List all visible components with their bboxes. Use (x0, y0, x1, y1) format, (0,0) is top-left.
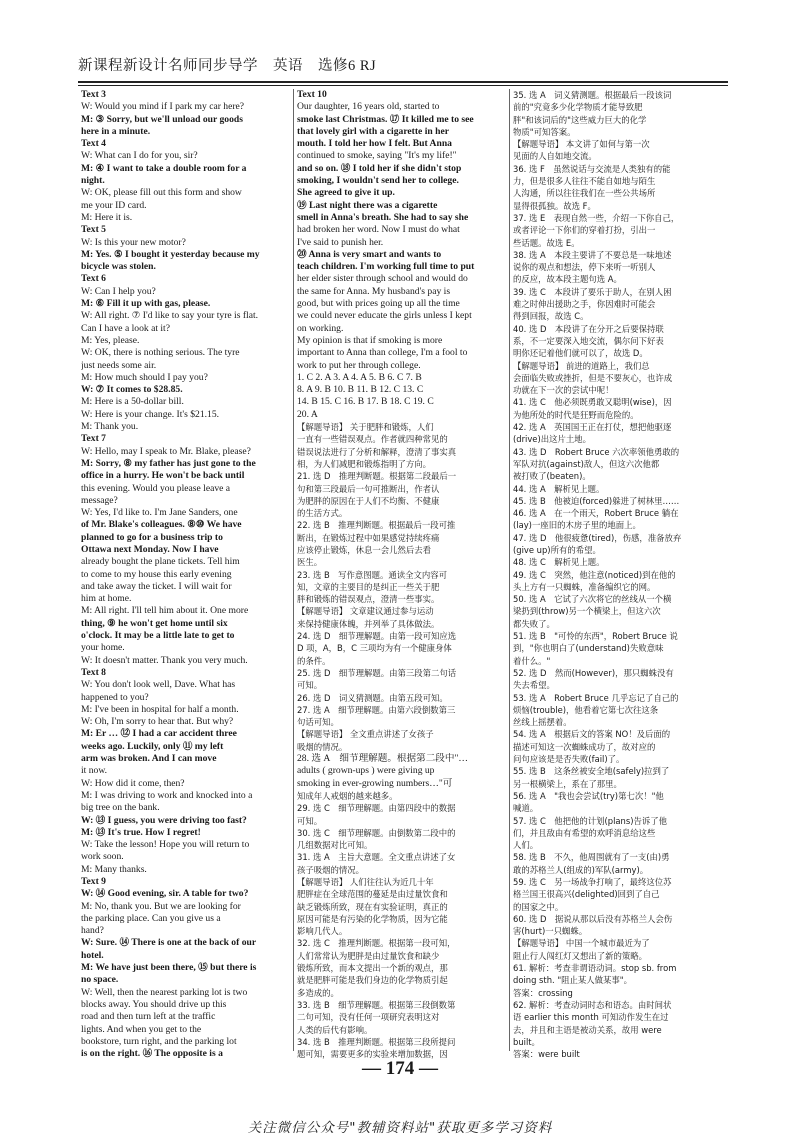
text-line: this evening. Would you please leave a (81, 482, 231, 494)
text-line: 答案：crossing (513, 987, 573, 998)
text-line: 描述可知这一次蜘蛛成功了，故对应的 (513, 741, 656, 752)
text-line: 【解题导语】 全文重点讲述了女孩子 (297, 729, 434, 740)
text-line: M: Er … ⑫ I had a car accident three (81, 728, 237, 740)
text-line: 的条件。 (297, 655, 331, 666)
text-line: W: Hello, may I speak to Mr. Blake, please? (81, 445, 251, 457)
text-line: 梁扔到(throw)另一个横梁上，但这六次 (513, 606, 661, 617)
text-line: 34. 选 B 推理判断题。根据第三段所提问 (297, 1036, 456, 1047)
text-line: W: ⑭ Good evening, sir. A table for two? (81, 888, 249, 900)
text-line: 23. 选 B 写作意图题。通读全文内容可 (297, 569, 448, 580)
right-column-answers (513, 89, 728, 1059)
text-line: her elder sister through school and would do (297, 273, 468, 285)
text-line: 孩子吸烟的情况。 (297, 864, 364, 875)
text-line: 26. 选 D 词义猜测题。由第五段可知。 (297, 692, 448, 703)
section-heading: Text 9 (81, 876, 106, 887)
text-line: W: Oh, I'm sorry to hear that. But why? (81, 716, 234, 728)
text-line: 22. 选 B 推理判断题。根据最后一段可推 (297, 520, 456, 531)
text-line: 明你还记着他们就可以了，故选 D。 (513, 348, 648, 359)
text-line: 24. 选 D 细节理解题。由第一段可知应选 (297, 631, 457, 642)
header-rule-thick (78, 81, 728, 83)
text-line: 前的"究竟多少化学物质才能导致肥 (513, 102, 643, 113)
text-line: W: How did it come, then? (81, 777, 185, 789)
text-line: arm was broken. And I can move (81, 753, 217, 765)
text-line: bookstore, turn right, and the parking lot (81, 1035, 237, 1047)
text-line: 59. 选 C 另一场战争打响了，最终这位苏 (513, 877, 672, 887)
text-line: 人沟通，所以往往我们在一些公共场所 (513, 188, 656, 199)
text-line: work soon. (81, 851, 124, 863)
text-line: of Mr. Blake's colleagues. ⑧⑩ We have (81, 519, 242, 531)
text-line: 可知。 (297, 680, 323, 691)
text-line: 语 earlier this month 可知动作发生在过 (513, 1012, 669, 1023)
text-line: 33. 选 B 细节理解题。根据第三段倒数第 (297, 999, 456, 1010)
text-line: 【解题导语】 前进的道路上，我们总 (513, 360, 650, 371)
text-line: W: Sure. ⑭ There is one at the back of our (81, 937, 257, 949)
text-line: 的反应，故本段主题句选 A。 (513, 274, 622, 285)
text-line: M: ④ I want to take a double room for a (81, 162, 247, 174)
text-line: 原因可能是有污染的化学物质，因为它能 (297, 913, 448, 924)
text-line: and take away the ticket. I will wait for (81, 580, 232, 592)
section-heading: Text 5 (81, 224, 106, 236)
text-line: 25. 选 D 细节理解题。由第三段第二句话 (297, 667, 457, 678)
text-line: My opinion is that if smoking is more (297, 334, 443, 346)
text-line: 失去希望。 (513, 680, 555, 691)
text-line: 着什么。" (513, 655, 551, 666)
text-line: W: All right. ⑦ I'd like to say your tyre is flat. (81, 310, 259, 322)
text-line: 得到回报，故选 C。 (513, 311, 589, 322)
text-line: the parking place. Can you give us a (81, 912, 221, 924)
text-line: 难之时伸出援助之手，你因难时可能会 (513, 299, 656, 310)
text-line: 阻止行人闯红灯又想出了新的策略。 (513, 950, 647, 961)
text-line: 多造成的。 (297, 987, 339, 998)
text-line: 62. 解析：考查动词时态和语态。由时间状 (513, 999, 672, 1010)
text-line: smoking, I wouldn't send her to college. (297, 175, 459, 187)
text-line: weeks ago. Luckily, only ⑪ my left (81, 740, 224, 752)
text-line: 断出，在锻炼过程中如果感觉持续疼痛 (297, 532, 440, 543)
text-line: 喊道。 (513, 803, 539, 814)
text-line: 说你的观点和想法，停下来听一听别人 (513, 262, 656, 273)
text-line: 44. 选 A 解析见上题。 (513, 483, 605, 494)
text-line: 医生。 (297, 557, 323, 568)
text-line: (drive)出这片土地。 (513, 434, 591, 445)
text-line: smoking in ever-growing numbers…"可 (297, 777, 453, 789)
text-line: 一直有一些错误观点。作者就四种常见的 (297, 434, 448, 445)
text-line: 55. 选 B 这条丝被安全地(safely)拉到了 (513, 766, 670, 777)
text-line: doing sth. "阻止某人做某事"。 (513, 975, 633, 986)
text-line: 42. 选 A 英国国王正在打仗，想把他驱逐 (513, 422, 672, 433)
text-line: 肥胖症在全球范围的蔓延是由过量饮食和 (297, 889, 448, 900)
text-line: 胖和锻炼的错误观点，澄清一些事实。 (297, 594, 440, 605)
text-line: just needs some air. (81, 359, 157, 371)
text-line: 37. 选 E 表现自然一些，介绍一下你自己， (513, 212, 680, 223)
text-line: 【解题导语】 文章建议通过参与运动 (297, 606, 434, 617)
column-divider (293, 89, 294, 1051)
text-line: W: ⑦ It comes to $28.85. (81, 384, 183, 396)
text-line: 20. A (297, 408, 318, 420)
text-line: that lovely girl with a cigarette in her (297, 125, 449, 137)
page-number: — 174 — (362, 1058, 438, 1079)
text-line: hotel. (81, 949, 104, 961)
text-line: no space. (81, 974, 119, 986)
text-line: 21. 选 D 推理判断题。根据第二段最后一 (297, 471, 457, 482)
text-line: 胖"和该词后的"这些威力巨大的化学 (513, 114, 647, 125)
section-heading: Text 6 (81, 273, 106, 285)
text-line: 都失败了。 (513, 618, 555, 629)
text-line: W: Would you mind if I park my car here? (81, 101, 245, 113)
text-line: 50. 选 A 它试了六次将它的丝线从一个横 (513, 594, 672, 605)
text-line: 丝线上摇摆着。 (513, 717, 572, 728)
text-line: good, but with prices going up all the time (297, 298, 460, 310)
text-line: big tree on the bank. (81, 802, 160, 814)
text-line: 敢的苏格兰人(组成的)军队(army)。 (513, 864, 649, 875)
section-heading: Text 3 (81, 89, 106, 100)
text-line: M: Yes. ⑤ I bought it yesterday because my (81, 248, 260, 260)
text-line: 答案：were built (513, 1049, 580, 1059)
text-line: 或者评论一下你们的穿着打扮，引出一 (513, 225, 656, 236)
text-line: 48. 选 C 解析见上题。 (513, 557, 605, 568)
text-line: W: You don't look well, Dave. What has (81, 679, 236, 691)
text-line: o'clock. It may be a little late to get to (81, 630, 235, 642)
text-line: the same for Anna. My husband's pay is (297, 285, 451, 297)
text-line: 害(hurt)一只蜘蛛。 (513, 926, 588, 937)
text-line: 53. 选 A Robert Bruce 几乎忘记了自己的 (513, 692, 679, 703)
text-line: M: We have just been there, ⑮ but there is (81, 962, 257, 974)
text-line: 的生活方式。 (297, 508, 348, 519)
section-heading: Text 7 (81, 433, 106, 445)
text-line: M: No, thank you. But we are looking for (81, 900, 241, 912)
text-line: bicycle was stolen. (81, 261, 156, 273)
text-line: road and then turn left at the traffic (81, 1011, 216, 1023)
text-line: 【解题导语】 本文讲了如何与第一次 (513, 139, 650, 150)
left-column-listening-transcript (81, 89, 290, 1059)
text-line: 为他所处的时代是狂野而危险的。 (513, 409, 639, 420)
text-line: 人类的后代有影响。 (297, 1024, 373, 1035)
text-line: 到，"你也明白了(understand)失败意味 (513, 643, 664, 654)
section-heading: Text 8 (81, 666, 106, 678)
text-line: 35. 选 A 词义猜测题。根据最后一段该词 (513, 90, 672, 100)
text-line: 会面临失败或挫折，但是不要灰心，也许成 (513, 372, 673, 383)
text-line: 27. 选 A 细节理解题。由第六段倒数第三 (297, 704, 456, 715)
text-line: to come to my house this early evening (81, 568, 232, 580)
text-line: 问句应该是是否失败(fail)了。 (513, 754, 625, 765)
header-rule-thin (78, 85, 728, 86)
text-line: already bought the plane tickets. Tell him (81, 556, 240, 568)
text-line: me your ID card. (81, 199, 147, 211)
text-line: Ottawa next Monday. Now I have (81, 543, 219, 555)
text-line: mouth. I told her how I felt. But Anna (297, 138, 452, 150)
text-line: W: Is this your new motor? (81, 236, 186, 248)
text-line: adults ( grown-ups ) were giving up (297, 765, 435, 777)
text-line: Our daughter, 16 years old, started to (297, 101, 440, 113)
text-line: 28. 选 A 细节理解题。根据第二段中"… (297, 753, 469, 765)
text-line: M: I was driving to work and knocked into a (81, 789, 253, 801)
text-line: 显得很孤独。故选 F。 (513, 200, 596, 211)
text-line: ⑳ Anna is very smart and wants to (297, 248, 442, 260)
text-line: M: ③ Sorry, but we'll unload our goods (81, 113, 243, 125)
text-line: him at home. (81, 593, 132, 605)
text-line: 为肥胖的原因在于人们不均衡、不健康 (297, 495, 440, 506)
text-line: 29. 选 C 细节理解题。由第四段中的数据 (297, 803, 456, 814)
text-line: M: Sorry, ⑧ my father has just gone to the (81, 457, 256, 469)
text-line: M: Yes, please. (81, 334, 140, 346)
text-line: hand? (81, 925, 104, 937)
text-line: 去，并且和主语是被动关系，故用 were (513, 1024, 662, 1035)
text-line: W: Yes, I'd like to. I'm Jane Sanders, one (81, 507, 238, 519)
text-line: M: I've been in hospital for half a month. (81, 703, 239, 715)
text-line: smell in Anna's breath. She had to say she (297, 211, 469, 223)
text-line: M: Thank you. (81, 421, 139, 433)
text-line: 吸烟的情况。 (297, 741, 348, 752)
text-line: 另一根横梁上，系在了那里。 (513, 778, 622, 789)
text-line: W: OK, please fill out this form and show (81, 187, 242, 199)
text-line: W: Well, then the nearest parking lot is two (81, 986, 248, 998)
text-line: 51. 选 B "可怜的东西"，Robert Bruce 说 (513, 631, 678, 642)
text-line: 格兰国王很高兴(delighted)回到了自己 (513, 889, 660, 900)
text-line: 32. 选 C 推理判断题。根据第一段可知， (297, 938, 456, 949)
text-line: 句话可知。 (297, 717, 339, 728)
text-line: M: ⑬ It's true. How I regret! (81, 826, 201, 838)
middle-column-answers (297, 89, 507, 1059)
text-line: continued to smoke, saying "It's my life!" (297, 150, 457, 162)
text-line: M: ⑥ Fill it up with gas, please. (81, 298, 211, 310)
text-line: 被打败了(beaten)。 (513, 471, 591, 482)
text-line: 【解题导语】 关于肥胖和锻炼，人们 (297, 422, 434, 433)
text-line: 45. 选 B 他被迫(forced)躲进了树林里…… (513, 495, 680, 506)
column-divider (509, 89, 510, 1051)
text-line: 力，但是很多人往往不能自如地与陌生 (513, 176, 656, 187)
text-line: 人们常常认为肥胖是由过量饮食和缺少 (297, 950, 440, 961)
text-line: 56. 选 A "我也会尝试(try)第七次！"他 (513, 790, 664, 801)
text-line: 缺乏锻炼所致，现在有实验证明，真正的 (297, 901, 448, 912)
text-line: happened to you? (81, 691, 149, 703)
text-line: (give up)所有的希望。 (513, 544, 601, 555)
text-line: 30. 选 C 细节理解题。由倒数第二段中的 (297, 827, 456, 838)
text-line: 来保持健康体魄，并列举了具体做法。 (297, 618, 440, 629)
text-line: 52. 选 D 然而(However)，那只蜘蛛没有 (513, 667, 674, 678)
text-line: I've said to punish her. (297, 236, 384, 248)
text-line: 38. 选 A 本段主要讲了不要总是一味地述 (513, 249, 672, 260)
text-line: W: What can I do for you, sir? (81, 150, 198, 162)
text-line: teach children. I'm working full time to put (297, 261, 475, 273)
text-line: on working. (297, 322, 344, 334)
text-line: M: Here is a 50-dollar bill. (81, 396, 184, 408)
text-line: W: Here is your change. It's $21.15. (81, 408, 220, 420)
text-line: 几组数据对比可知。 (297, 840, 373, 851)
text-line: 【解题导语】 人们往往认为近几十年 (297, 877, 434, 887)
text-line: lights. And when you get to the (81, 1023, 202, 1035)
text-line: 54. 选 A 根据后文的答案 NO！及后面的 (513, 729, 671, 740)
text-line: 31. 选 A 主旨大意题。全文重点讲述了女 (297, 852, 456, 863)
text-line: ⑲ Last night there was a cigarette (297, 199, 438, 211)
text-line: smoke last Christmas. ⑰ It killed me to see (297, 113, 474, 125)
text-line: Can I have a look at it? (81, 322, 170, 334)
text-line: 应该停止锻炼，休息一会儿然后去看 (297, 544, 431, 555)
text-line: planned to go for a business trip to (81, 531, 223, 543)
text-line: 些话题。故选 E。 (513, 237, 580, 248)
text-line: She agreed to give it up. (297, 187, 395, 199)
text-line: 就是肥胖可能是我们身边的化学物质引起 (297, 975, 448, 986)
text-line: M: Here it is. (81, 211, 133, 223)
text-line: 功就在下一次的尝试中呢！ (513, 385, 614, 396)
text-line: 错误说法进行了分析和解释，澄清了事实真 (297, 446, 457, 457)
section-heading: Text 10 (297, 89, 327, 100)
text-line: 相，为人们减肥和锻炼指明了方向。 (297, 458, 431, 469)
text-line: 物质"可知答案。 (513, 126, 576, 137)
text-line: (lay)一座旧的木房子里的地面上。 (513, 520, 641, 531)
text-line: D 项，A，B，C 三项均为有一个健康身体 (297, 643, 452, 654)
text-line: 57. 选 C 他把他的计划(plans)告诉了他 (513, 815, 667, 826)
text-line: W: OK, there is nothing serious. The tyre (81, 347, 240, 359)
text-line: 们，并且敌由有希望的欢呼消息给这些 (513, 827, 656, 838)
text-line: 47. 选 D 他很疲惫(tired)，伤感，准备放弃 (513, 532, 682, 543)
text-line: 49. 选 C 突然，他注意(noticed)到在他的 (513, 569, 676, 580)
text-line: and so on. ⑱ I told her if she didn't stop (297, 162, 462, 174)
text-line: M: All right. I'll tell him about it. One more (81, 605, 249, 617)
text-line: here in a minute. (81, 125, 151, 137)
text-line: your home. (81, 642, 125, 654)
text-line: 【解题导语】 中国一个城市最近为了 (513, 938, 650, 949)
text-line: 知，文章的主要目的是纠正一些关于肥 (297, 581, 440, 592)
text-line: built。 (513, 1036, 540, 1047)
text-line: 41. 选 C 他必须既勇敢又聪明(wise)，因 (513, 397, 672, 408)
footer-watermark-text: 关注微信公众号"教辅资料站"获取更多学习资料 (247, 1120, 553, 1136)
text-line: 见面的人自如地交流。 (513, 151, 597, 162)
text-line: 句和第三段最后一句可推断出，作者认 (297, 483, 440, 494)
text-line: W: Take the lesson! Hope you will return to (81, 839, 250, 851)
text-line: it now. (81, 765, 108, 777)
section-heading: Text 4 (81, 138, 106, 150)
text-line: 46. 选 A 在一个雨天，Robert Bruce 躺在 (513, 508, 679, 519)
text-line: office in a hurry. He won't be back until (81, 470, 245, 482)
book-title: 新课程新设计名师同步导学 英语 选修6 RJ (78, 58, 377, 74)
text-line: we could never educate the girls unless I kept (297, 310, 472, 322)
text-line: is on the right. ⑯ The opposite is a (81, 1048, 223, 1059)
text-line: W: It doesn't matter. Thank you very much. (81, 654, 248, 666)
text-line: 60. 选 D 据说从那以后没有苏格兰人会伤 (513, 913, 673, 924)
text-line: 14. B 15. C 16. B 17. B 18. C 19. C (297, 396, 434, 408)
text-line: 锻炼所致，而本文提出一个新的观点，那 (297, 963, 448, 974)
text-line: 军队对抗(against)敌人，但这六次他都 (513, 458, 660, 469)
text-line: W: Can I help you? (81, 285, 156, 297)
text-line: 的国家之中。 (513, 901, 564, 912)
text-line: blocks away. You should drive up this (81, 998, 227, 1010)
text-line: 烦恼(trouble)，他看着它第七次往这条 (513, 704, 659, 715)
text-line: 40. 选 D 本段讲了在分开之后要保持联 (513, 323, 664, 334)
text-line: W: ⑬ I guess, you were driving too fast? (81, 814, 247, 826)
text-line: night. (81, 175, 105, 187)
text-line: thing, ⑨ he won't get home until six (81, 617, 228, 629)
text-line: important to Anna than college, I'm a fool to (297, 347, 468, 359)
text-line: 系，不一定要深入地交流，偶尔问下好表 (513, 335, 664, 346)
text-line: 二句可知，没有任何一项研究表明这对 (297, 1012, 440, 1023)
text-line: 题可知，需要更多的实验来增加数据，因 (297, 1049, 448, 1059)
text-line: 61. 解析：考查非谓语动词。stop sb. from (513, 963, 677, 974)
text-line: 36. 选 F 虽然说话与交流是人类独有的能 (513, 163, 671, 174)
text-line: 人们。 (513, 840, 539, 851)
text-line: message? (81, 494, 118, 506)
text-line: 43. 选 D Robert Bruce 六次率领他勇敢的 (513, 446, 680, 457)
text-line: 58. 选 B 不久，他周围就有了一支(由)勇 (513, 852, 670, 863)
text-line: work to put her through college. (297, 359, 421, 371)
text-line: 影响几代人。 (297, 926, 348, 937)
text-line: M: How much should I pay you? (81, 371, 208, 383)
text-line: had broken her word. Now I must do what (297, 224, 460, 236)
text-line: 8. A 9. B 10. B 11. B 12. C 13. C (297, 384, 424, 396)
page-header (78, 50, 728, 80)
text-line: 可知。 (297, 815, 323, 826)
text-line: 1. C 2. A 3. A 4. A 5. B 6. C 7. B (297, 371, 422, 383)
text-line: 知成年人戒烟的越来越多。 (297, 790, 398, 801)
text-line: 39. 选 C 本段讲了要乐于助人，在别人困 (513, 286, 672, 297)
text-line: M: Many thanks. (81, 863, 147, 875)
text-line: 头上方有一只蜘蛛，准备编织它的网。 (513, 581, 656, 592)
